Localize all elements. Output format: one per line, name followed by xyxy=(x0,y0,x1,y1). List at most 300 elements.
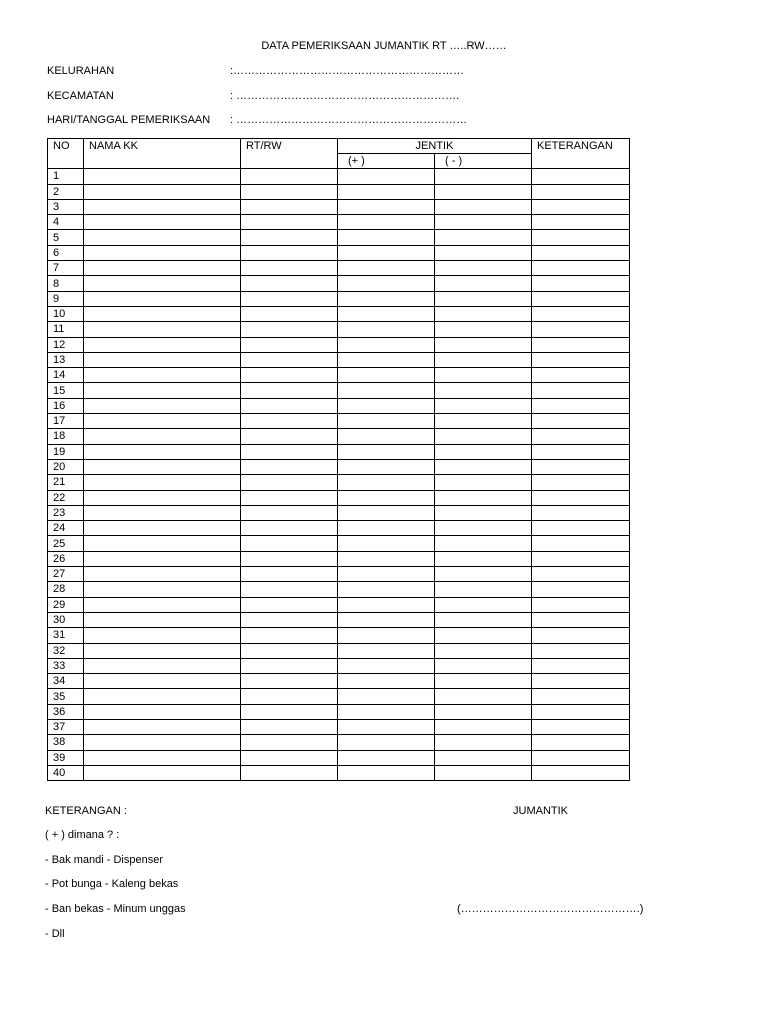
cell-nama-kk xyxy=(84,719,241,734)
cell-jentik-positive xyxy=(338,628,435,643)
row-number: 31 xyxy=(48,628,84,643)
row-number: 14 xyxy=(48,368,84,383)
header-jentik-negative: ( - ) xyxy=(435,154,532,169)
cell-jentik-positive xyxy=(338,459,435,474)
cell-rt-rw xyxy=(241,475,338,490)
row-number: 36 xyxy=(48,704,84,719)
cell-rt-rw xyxy=(241,322,338,337)
cell-keterangan xyxy=(532,383,630,398)
cell-rt-rw xyxy=(241,291,338,306)
cell-rt-rw xyxy=(241,276,338,291)
cell-rt-rw xyxy=(241,597,338,612)
cell-jentik-negative xyxy=(435,536,532,551)
cell-jentik-negative xyxy=(435,337,532,352)
table-row xyxy=(48,505,630,520)
cell-rt-rw xyxy=(241,536,338,551)
cell-nama-kk xyxy=(84,490,241,505)
row-number: 18 xyxy=(48,429,84,444)
table-row xyxy=(48,199,630,214)
cell-keterangan xyxy=(532,398,630,413)
table-row xyxy=(48,567,630,582)
row-number: 10 xyxy=(48,306,84,321)
cell-jentik-positive xyxy=(338,567,435,582)
field-value-kelurahan: :……………………………………………………… xyxy=(230,65,465,77)
cell-nama-kk xyxy=(84,765,241,780)
cell-rt-rw xyxy=(241,261,338,276)
cell-keterangan xyxy=(532,459,630,474)
cell-jentik-negative xyxy=(435,765,532,780)
cell-rt-rw xyxy=(241,459,338,474)
table-row xyxy=(48,429,630,444)
cell-jentik-positive xyxy=(338,643,435,658)
cell-jentik-negative xyxy=(435,521,532,536)
document-title: DATA PEMERIKSAAN JUMANTIK RT …..RW…… xyxy=(261,40,507,52)
table-row xyxy=(48,765,630,780)
cell-keterangan xyxy=(532,199,630,214)
cell-rt-rw xyxy=(241,505,338,520)
notes-line: - Bak mandi - Dispenser xyxy=(45,854,163,866)
cell-jentik-negative xyxy=(435,383,532,398)
table-row xyxy=(48,261,630,276)
field-label-hari-tanggal: HARI/TANGGAL PEMERIKSAAN xyxy=(47,114,211,126)
cell-rt-rw xyxy=(241,674,338,689)
row-number: 35 xyxy=(48,689,84,704)
cell-nama-kk xyxy=(84,658,241,673)
cell-keterangan xyxy=(532,444,630,459)
cell-jentik-negative xyxy=(435,276,532,291)
table-row xyxy=(48,291,630,306)
cell-rt-rw xyxy=(241,628,338,643)
cell-jentik-positive xyxy=(338,704,435,719)
cell-rt-rw xyxy=(241,184,338,199)
table-row xyxy=(48,658,630,673)
table-row xyxy=(48,674,630,689)
cell-nama-kk xyxy=(84,551,241,566)
cell-nama-kk xyxy=(84,368,241,383)
cell-keterangan xyxy=(532,628,630,643)
table-row xyxy=(48,414,630,429)
cell-rt-rw xyxy=(241,765,338,780)
cell-jentik-positive xyxy=(338,429,435,444)
cell-jentik-positive xyxy=(338,230,435,245)
cell-jentik-negative xyxy=(435,582,532,597)
cell-nama-kk xyxy=(84,521,241,536)
cell-jentik-negative xyxy=(435,735,532,750)
header-nama-kk: NAMA KK xyxy=(84,139,241,169)
cell-jentik-positive xyxy=(338,750,435,765)
cell-keterangan xyxy=(532,306,630,321)
cell-keterangan xyxy=(532,414,630,429)
table-row xyxy=(48,719,630,734)
cell-jentik-positive xyxy=(338,199,435,214)
cell-jentik-positive xyxy=(338,536,435,551)
cell-keterangan xyxy=(532,750,630,765)
cell-nama-kk xyxy=(84,261,241,276)
cell-jentik-positive xyxy=(338,597,435,612)
cell-keterangan xyxy=(532,322,630,337)
table-row xyxy=(48,306,630,321)
cell-jentik-negative xyxy=(435,169,532,184)
cell-rt-rw xyxy=(241,245,338,260)
cell-jentik-negative xyxy=(435,306,532,321)
cell-keterangan xyxy=(532,475,630,490)
cell-nama-kk xyxy=(84,536,241,551)
row-number: 6 xyxy=(48,245,84,260)
table-row xyxy=(48,551,630,566)
cell-jentik-negative xyxy=(435,215,532,230)
field-label-kelurahan: KELURAHAN xyxy=(47,65,115,77)
cell-rt-rw xyxy=(241,444,338,459)
cell-jentik-positive xyxy=(338,398,435,413)
cell-nama-kk xyxy=(84,184,241,199)
table-row xyxy=(48,352,630,367)
table-row xyxy=(48,689,630,704)
row-number: 29 xyxy=(48,597,84,612)
cell-keterangan xyxy=(532,490,630,505)
row-number: 16 xyxy=(48,398,84,413)
row-number: 32 xyxy=(48,643,84,658)
row-number: 30 xyxy=(48,612,84,627)
notes-question: ( + ) dimana ? : xyxy=(45,829,120,841)
cell-rt-rw xyxy=(241,199,338,214)
row-number: 24 xyxy=(48,521,84,536)
inspection-table xyxy=(47,138,630,781)
cell-keterangan xyxy=(532,658,630,673)
cell-rt-rw xyxy=(241,215,338,230)
notes-line: - Ban bekas - Minum unggas xyxy=(45,903,186,915)
cell-jentik-positive xyxy=(338,169,435,184)
cell-jentik-positive xyxy=(338,261,435,276)
cell-rt-rw xyxy=(241,750,338,765)
cell-jentik-negative xyxy=(435,184,532,199)
cell-nama-kk xyxy=(84,306,241,321)
cell-keterangan xyxy=(532,429,630,444)
cell-keterangan xyxy=(532,689,630,704)
cell-jentik-positive xyxy=(338,719,435,734)
row-number: 26 xyxy=(48,551,84,566)
cell-keterangan xyxy=(532,352,630,367)
cell-jentik-negative xyxy=(435,490,532,505)
header-jentik: JENTIK xyxy=(338,139,532,154)
table-row xyxy=(48,475,630,490)
row-number: 11 xyxy=(48,322,84,337)
table-row xyxy=(48,536,630,551)
cell-jentik-positive xyxy=(338,414,435,429)
cell-keterangan xyxy=(532,597,630,612)
cell-nama-kk xyxy=(84,704,241,719)
cell-rt-rw xyxy=(241,643,338,658)
cell-jentik-negative xyxy=(435,551,532,566)
cell-jentik-positive xyxy=(338,735,435,750)
cell-jentik-negative xyxy=(435,199,532,214)
cell-keterangan xyxy=(532,735,630,750)
table-row xyxy=(48,184,630,199)
table-row xyxy=(48,643,630,658)
cell-rt-rw xyxy=(241,719,338,734)
table-row xyxy=(48,322,630,337)
cell-nama-kk xyxy=(84,735,241,750)
cell-nama-kk xyxy=(84,567,241,582)
cell-nama-kk xyxy=(84,628,241,643)
row-number: 4 xyxy=(48,215,84,230)
cell-jentik-positive xyxy=(338,337,435,352)
notes-line: - Dll xyxy=(45,928,65,940)
row-number: 2 xyxy=(48,184,84,199)
cell-nama-kk xyxy=(84,505,241,520)
cell-jentik-negative xyxy=(435,429,532,444)
cell-nama-kk xyxy=(84,230,241,245)
cell-jentik-negative xyxy=(435,444,532,459)
notes-heading: KETERANGAN : xyxy=(45,805,127,817)
cell-rt-rw xyxy=(241,689,338,704)
table-row xyxy=(48,230,630,245)
cell-jentik-positive xyxy=(338,322,435,337)
row-number: 5 xyxy=(48,230,84,245)
cell-rt-rw xyxy=(241,582,338,597)
cell-nama-kk xyxy=(84,597,241,612)
cell-keterangan xyxy=(532,536,630,551)
cell-nama-kk xyxy=(84,582,241,597)
cell-keterangan xyxy=(532,215,630,230)
row-number: 39 xyxy=(48,750,84,765)
cell-keterangan xyxy=(532,674,630,689)
cell-jentik-positive xyxy=(338,490,435,505)
row-number: 12 xyxy=(48,337,84,352)
cell-nama-kk xyxy=(84,337,241,352)
cell-rt-rw xyxy=(241,704,338,719)
row-number: 27 xyxy=(48,567,84,582)
cell-nama-kk xyxy=(84,612,241,627)
cell-rt-rw xyxy=(241,658,338,673)
table-row xyxy=(48,215,630,230)
row-number: 21 xyxy=(48,475,84,490)
cell-jentik-negative xyxy=(435,704,532,719)
cell-rt-rw xyxy=(241,735,338,750)
row-number: 23 xyxy=(48,505,84,520)
cell-jentik-negative xyxy=(435,230,532,245)
cell-jentik-positive xyxy=(338,383,435,398)
table-row xyxy=(48,750,630,765)
row-number: 7 xyxy=(48,261,84,276)
header-rt-rw: RT/RW xyxy=(241,139,338,169)
table-body xyxy=(48,169,630,781)
cell-nama-kk xyxy=(84,291,241,306)
signature-name-line: (………………………………………….) xyxy=(457,903,644,915)
cell-nama-kk xyxy=(84,689,241,704)
cell-jentik-positive xyxy=(338,765,435,780)
cell-jentik-negative xyxy=(435,352,532,367)
cell-keterangan xyxy=(532,230,630,245)
cell-jentik-negative xyxy=(435,658,532,673)
cell-jentik-negative xyxy=(435,291,532,306)
row-number: 22 xyxy=(48,490,84,505)
cell-rt-rw xyxy=(241,521,338,536)
cell-keterangan xyxy=(532,582,630,597)
cell-rt-rw xyxy=(241,337,338,352)
row-number: 28 xyxy=(48,582,84,597)
cell-jentik-negative xyxy=(435,750,532,765)
cell-jentik-positive xyxy=(338,658,435,673)
table-row xyxy=(48,245,630,260)
cell-keterangan xyxy=(532,337,630,352)
row-number: 1 xyxy=(48,169,84,184)
cell-nama-kk xyxy=(84,398,241,413)
cell-jentik-negative xyxy=(435,398,532,413)
field-label-kecamatan: KECAMATAN xyxy=(47,90,114,102)
cell-rt-rw xyxy=(241,230,338,245)
cell-jentik-positive xyxy=(338,612,435,627)
cell-jentik-negative xyxy=(435,628,532,643)
table-row xyxy=(48,276,630,291)
header-no: NO xyxy=(48,139,84,169)
cell-nama-kk xyxy=(84,459,241,474)
cell-nama-kk xyxy=(84,414,241,429)
row-number: 3 xyxy=(48,199,84,214)
cell-jentik-negative xyxy=(435,719,532,734)
cell-jentik-positive xyxy=(338,368,435,383)
cell-nama-kk xyxy=(84,383,241,398)
cell-keterangan xyxy=(532,765,630,780)
cell-nama-kk xyxy=(84,245,241,260)
cell-rt-rw xyxy=(241,551,338,566)
cell-nama-kk xyxy=(84,169,241,184)
cell-jentik-positive xyxy=(338,689,435,704)
cell-keterangan xyxy=(532,704,630,719)
cell-rt-rw xyxy=(241,368,338,383)
cell-jentik-negative xyxy=(435,475,532,490)
cell-rt-rw xyxy=(241,306,338,321)
cell-jentik-positive xyxy=(338,551,435,566)
row-number: 40 xyxy=(48,765,84,780)
table-row xyxy=(48,735,630,750)
table-row xyxy=(48,612,630,627)
cell-keterangan xyxy=(532,261,630,276)
row-number: 37 xyxy=(48,719,84,734)
cell-jentik-negative xyxy=(435,612,532,627)
cell-jentik-positive xyxy=(338,475,435,490)
cell-rt-rw xyxy=(241,383,338,398)
row-number: 8 xyxy=(48,276,84,291)
table-row xyxy=(48,597,630,612)
cell-keterangan xyxy=(532,291,630,306)
cell-jentik-negative xyxy=(435,414,532,429)
table-row xyxy=(48,383,630,398)
table-row xyxy=(48,169,630,184)
cell-jentik-positive xyxy=(338,674,435,689)
row-number: 33 xyxy=(48,658,84,673)
cell-keterangan xyxy=(532,612,630,627)
table-row xyxy=(48,704,630,719)
cell-jentik-positive xyxy=(338,444,435,459)
header-jentik-positive: (+ ) xyxy=(338,154,435,169)
cell-nama-kk xyxy=(84,215,241,230)
cell-jentik-positive xyxy=(338,582,435,597)
table-row xyxy=(48,628,630,643)
cell-jentik-negative xyxy=(435,368,532,383)
cell-jentik-negative xyxy=(435,643,532,658)
signature-title: JUMANTIK xyxy=(513,805,568,817)
row-number: 34 xyxy=(48,674,84,689)
cell-nama-kk xyxy=(84,444,241,459)
cell-jentik-positive xyxy=(338,245,435,260)
cell-jentik-positive xyxy=(338,291,435,306)
table-row xyxy=(48,459,630,474)
cell-keterangan xyxy=(532,521,630,536)
cell-jentik-positive xyxy=(338,352,435,367)
cell-nama-kk xyxy=(84,674,241,689)
cell-rt-rw xyxy=(241,612,338,627)
cell-nama-kk xyxy=(84,276,241,291)
cell-keterangan xyxy=(532,245,630,260)
row-number: 9 xyxy=(48,291,84,306)
cell-jentik-negative xyxy=(435,597,532,612)
row-number: 38 xyxy=(48,735,84,750)
cell-jentik-negative xyxy=(435,567,532,582)
cell-nama-kk xyxy=(84,199,241,214)
cell-rt-rw xyxy=(241,490,338,505)
cell-jentik-positive xyxy=(338,505,435,520)
cell-keterangan xyxy=(532,169,630,184)
table-row xyxy=(48,490,630,505)
notes-line: - Pot bunga - Kaleng bekas xyxy=(45,878,179,890)
row-number: 15 xyxy=(48,383,84,398)
row-number: 13 xyxy=(48,352,84,367)
cell-keterangan xyxy=(532,184,630,199)
cell-jentik-negative xyxy=(435,674,532,689)
cell-keterangan xyxy=(532,567,630,582)
table-row xyxy=(48,582,630,597)
cell-rt-rw xyxy=(241,414,338,429)
cell-nama-kk xyxy=(84,643,241,658)
cell-keterangan xyxy=(532,551,630,566)
cell-jentik-positive xyxy=(338,184,435,199)
cell-nama-kk xyxy=(84,429,241,444)
cell-jentik-negative xyxy=(435,322,532,337)
field-value-kecamatan: : ……………………………………………………. xyxy=(230,90,460,102)
table-row xyxy=(48,398,630,413)
header-keterangan: KETERANGAN xyxy=(532,139,630,169)
table-row xyxy=(48,337,630,352)
cell-jentik-positive xyxy=(338,276,435,291)
table-row xyxy=(48,368,630,383)
cell-nama-kk xyxy=(84,352,241,367)
row-number: 19 xyxy=(48,444,84,459)
cell-jentik-negative xyxy=(435,505,532,520)
cell-nama-kk xyxy=(84,475,241,490)
table-row xyxy=(48,444,630,459)
cell-jentik-negative xyxy=(435,689,532,704)
cell-keterangan xyxy=(532,643,630,658)
table-row xyxy=(48,521,630,536)
cell-rt-rw xyxy=(241,429,338,444)
cell-keterangan xyxy=(532,505,630,520)
cell-rt-rw xyxy=(241,352,338,367)
row-number: 25 xyxy=(48,536,84,551)
cell-jentik-negative xyxy=(435,459,532,474)
cell-nama-kk xyxy=(84,322,241,337)
row-number: 20 xyxy=(48,459,84,474)
cell-jentik-positive xyxy=(338,521,435,536)
cell-jentik-negative xyxy=(435,245,532,260)
row-number: 17 xyxy=(48,414,84,429)
cell-keterangan xyxy=(532,276,630,291)
cell-rt-rw xyxy=(241,398,338,413)
cell-rt-rw xyxy=(241,567,338,582)
cell-rt-rw xyxy=(241,169,338,184)
cell-keterangan xyxy=(532,368,630,383)
cell-jentik-positive xyxy=(338,306,435,321)
cell-jentik-positive xyxy=(338,215,435,230)
